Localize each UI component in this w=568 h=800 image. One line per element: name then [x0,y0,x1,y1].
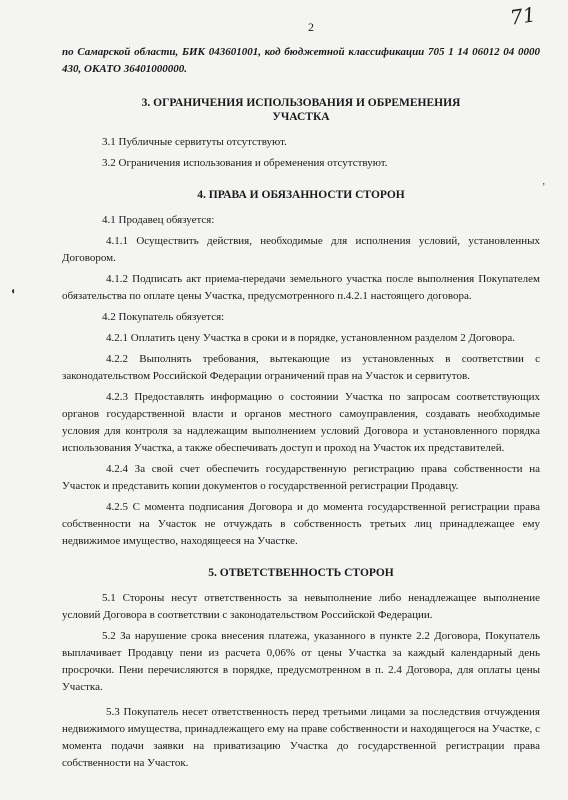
binding-hole-mark: ◖ [10,286,17,297]
clause-4-2-3: 4.2.3 Предоставлять информацию о состоянии Участка по запросам соответствующих органов государственной власти и органов местного самоуправления, создавать необходимые условия для контроля за надлежащим выполнением условий Договора и установленного порядка использования Участка, а также обеспечивать доступ и проход на Участок их представителей. [62,391,540,454]
clause-4-2-2: 4.2.2 Выполнять требования, вытекающие из установленных в соответствии с законодательством Российской Федерации ограничений прав на Участок и сервитутов. [62,353,540,382]
section-3-title [62,96,540,124]
clause-5-2: 5.2 За нарушение срока внесения платежа, указанного в пункте 2.2 Договора, Покупатель выплачивает Продавцу пени из расчета 0,06% от цены Участка за каждый календарный день просрочки. Пени перечисляются в порядке, предусмотренном в п. 2.4 Договора, для оплаты цены Участка. [62,630,540,693]
clause-4-1-1: 4.1.1 Осуществить действия, необходимые для исполнения условий, установленных Договором. [62,235,540,264]
bank-details-text: по Самарской области, БИК 043601001, код бюджетной классификации 705 1 14 06012 04 0000 430, ОКАТО 36401000000. [62,46,540,75]
clause-4-1-2: 4.1.2 Подписать акт приема-передачи земельного участка после выполнения Покупателем обязательства по оплате цены Участка, предусмотренного п.4.2.1 настоящего договора. [62,273,540,302]
clause-5-3: 5.3 Покупатель несет ответственность перед третьими лицами за последствия отчуждения недвижимого имущества, принадлежащего ему на праве собственности и находящегося на Участке, с момента подачи заявки на приватизацию Участка до государственной регистрации права собственности на Участок. [62,706,540,769]
clause-4-2-1: 4.2.1 Оплатить цену Участка в сроки и в порядке, установленном разделом 2 Договора. [106,332,515,344]
document-body [62,44,540,772]
clause-4-2-4: 4.2.4 За свой счет обеспечить государственную регистрацию права собственности на Участок и представить копии документов о государственной регистрации Продавцу. [62,463,540,492]
clause-4-2-5: 4.2.5 С момента подписания Договора и до момента государственной регистрации права собственности на Участок не отчуждать в собственность третьих лиц принадлежащее ему недвижимое имущество, находящееся на Участке. [62,501,540,547]
scan-speck: ‚ [542,176,546,187]
clause-5-1: 5.1 Стороны несут ответственность за невыполнение либо ненадлежащее выполнение условий Договора в соответствии с законодательством Российской Федерации. [62,592,540,621]
clause-3-2: 3.2 Ограничения использования и обременения отсутствуют. [102,157,388,169]
section-3-title-line1: 3. ОГРАНИЧЕНИЯ ИСПОЛЬЗОВАНИЯ И ОБРЕМЕНЕНИЯ [141,97,461,109]
handwritten-page-mark: 71 [508,2,537,30]
section-4-title: 4. ПРАВА И ОБЯЗАННОСТИ СТОРОН [197,189,405,201]
clause-4-2: 4.2 Покупатель обязуется: [102,311,225,323]
section-3-title-line2: УЧАСТКА [272,111,330,123]
clause-4-1: 4.1 Продавец обязуется: [102,214,215,226]
clause-3-1: 3.1 Публичные сервитуты отсутствуют. [102,136,287,148]
page-number: 2 [308,20,314,34]
section-5-title: 5. ОТВЕТСТВЕННОСТЬ СТОРОН [208,567,394,579]
